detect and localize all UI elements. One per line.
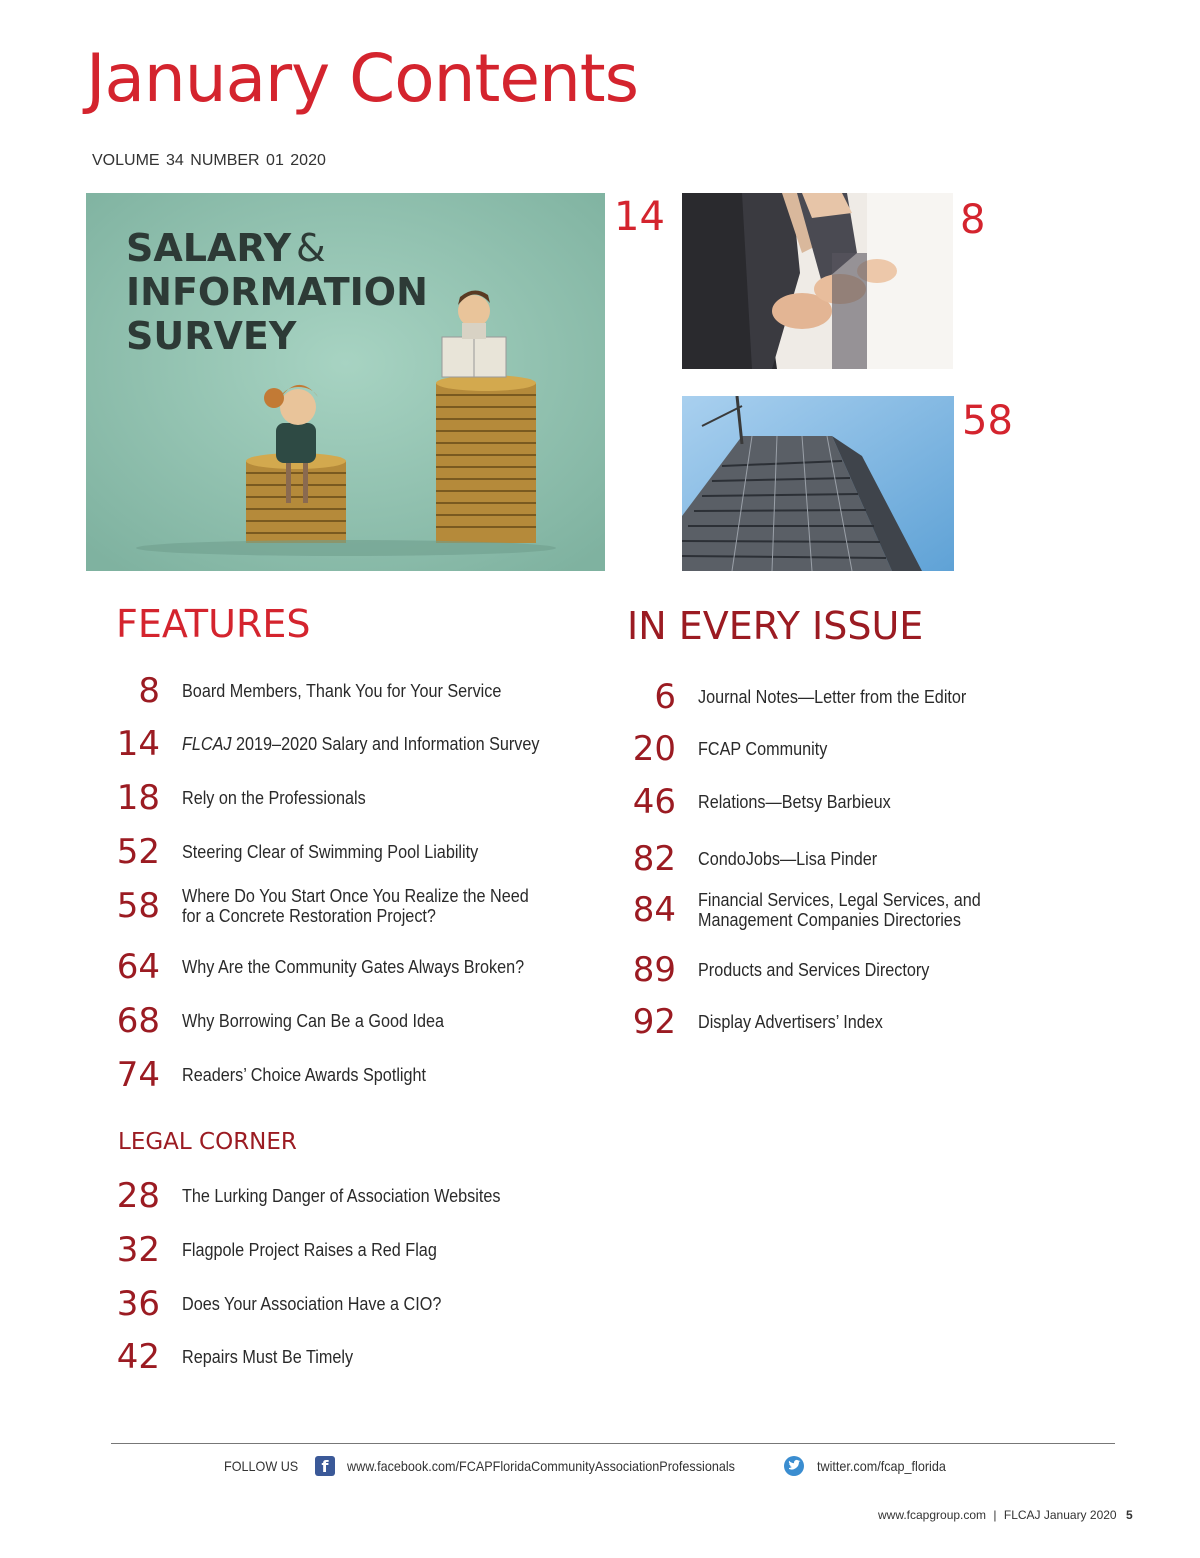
toc-title: Board Members, Thank You for Your Service <box>182 681 502 701</box>
toc-entry[interactable] <box>610 890 1012 930</box>
toc-title: The Lurking Danger of Association Websites <box>182 1186 501 1206</box>
folio-page-number: 5 <box>1125 1508 1133 1522</box>
high-rise-construction-photo <box>682 396 954 571</box>
toc-title: Journal Notes—Letter from the Editor <box>698 687 967 707</box>
clapping-page-callout: 8 <box>960 197 986 243</box>
toc-page-number: 6 <box>654 677 676 717</box>
toc-entry[interactable] <box>94 1337 372 1377</box>
toc-entry[interactable] <box>94 671 537 711</box>
toc-title: FCAP Community <box>698 739 828 759</box>
toc-page-number: 8 <box>138 671 160 711</box>
toc-page-number: 18 <box>116 778 160 818</box>
toc-page-number: 36 <box>116 1284 160 1324</box>
toc-page-number: 58 <box>116 886 160 926</box>
toc-entry[interactable] <box>610 677 996 717</box>
toc-title: CondoJobs—Lisa Pinder <box>698 849 878 869</box>
twitter-link[interactable]: twitter.com/fcap_florida <box>817 1458 946 1474</box>
toc-title-line: Where Do You Start Once You Realize the Need <box>182 886 529 906</box>
volume-line: VOLUME 34 NUMBER 01 2020 <box>92 152 326 169</box>
toc-entry[interactable] <box>94 1230 465 1270</box>
toc-entry[interactable] <box>94 1176 536 1216</box>
toc-entry[interactable] <box>94 1001 473 1041</box>
toc-entry[interactable] <box>610 950 955 990</box>
clapping-hands-photo <box>682 193 953 369</box>
toc-page-number: 89 <box>632 950 676 990</box>
toc-title-rest: 2019–2020 Salary and Information Survey <box>231 734 540 754</box>
twitter-icon[interactable] <box>784 1456 804 1476</box>
folio-website: www.fcapgroup.com <box>878 1508 987 1522</box>
toc-page-number: 74 <box>116 1055 160 1095</box>
toc-page-number: 82 <box>632 839 676 879</box>
toc-entry[interactable] <box>610 729 842 769</box>
toc-title: Display Advertisers’ Index <box>698 1012 883 1032</box>
ampersand: & <box>296 226 326 270</box>
legal-corner-heading: LEGAL CORNER <box>118 1129 297 1155</box>
toc-title: Relations—Betsy Barbieux <box>698 792 891 812</box>
toc-title <box>182 734 540 754</box>
toc-page-number: 14 <box>116 724 160 764</box>
toc-entry[interactable] <box>610 782 912 822</box>
toc-entry[interactable] <box>610 1002 903 1042</box>
toc-title: Flagpole Project Raises a Red Flag <box>182 1240 437 1260</box>
toc-page-number: 64 <box>116 947 160 987</box>
toc-title: Why Borrowing Can Be a Good Idea <box>182 1011 445 1031</box>
folio-separator: | <box>993 1508 997 1522</box>
toc-entry[interactable] <box>94 1284 470 1324</box>
short-coin-stack <box>246 453 346 543</box>
publication-name: FLCAJ <box>182 734 232 754</box>
toc-title: Repairs Must Be Timely <box>182 1347 354 1367</box>
survey-word: SURVEY <box>126 314 297 358</box>
toc-title: Readers’ Choice Awards Spotlight <box>182 1065 427 1085</box>
toc-page-number: 32 <box>116 1230 160 1270</box>
toc-entry[interactable] <box>94 832 511 872</box>
toc-title <box>698 890 981 930</box>
toc-page-number: 20 <box>632 729 676 769</box>
salary-word: SALARY <box>126 226 292 270</box>
features-heading: FEATURES <box>116 602 311 646</box>
toc-entry[interactable] <box>94 947 562 987</box>
toc-entry[interactable] <box>94 886 567 926</box>
toc-entry[interactable] <box>94 778 386 818</box>
toc-title: Products and Services Directory <box>698 960 930 980</box>
folio-publication: FLCAJ January 2020 <box>1003 1508 1117 1522</box>
every-issue-heading: IN EVERY ISSUE <box>627 604 924 648</box>
toc-entry[interactable] <box>94 1055 453 1095</box>
toc-title: Why Are the Community Gates Always Broken? <box>182 957 525 977</box>
toc-title: Steering Clear of Swimming Pool Liability <box>182 842 479 862</box>
toc-title-line: Financial Services, Legal Services, and <box>698 890 981 910</box>
footer-divider <box>111 1443 1115 1444</box>
toc-entry[interactable] <box>610 839 897 879</box>
toc-page-number: 42 <box>116 1337 160 1377</box>
folio <box>878 1508 1133 1522</box>
toc-page-number: 52 <box>116 832 160 872</box>
salary-page-callout: 14 <box>614 194 665 240</box>
toc-page-number: 28 <box>116 1176 160 1216</box>
toc-page-number: 92 <box>632 1002 676 1042</box>
toc-page-number: 84 <box>632 890 676 930</box>
page-title: January Contents <box>86 40 639 117</box>
follow-us-label: FOLLOW US <box>224 1458 299 1474</box>
toc-title-line: Management Companies Directories <box>698 910 961 930</box>
toc-entry[interactable] <box>94 724 579 764</box>
toc-page-number: 68 <box>116 1001 160 1041</box>
toc-title: Does Your Association Have a CIO? <box>182 1294 442 1314</box>
building-page-callout: 58 <box>962 398 1013 444</box>
facebook-icon[interactable]: f <box>315 1456 335 1476</box>
information-word: INFORMATION <box>126 270 428 314</box>
toc-title: Rely on the Professionals <box>182 788 366 808</box>
salary-survey-image <box>86 193 605 571</box>
toc-title <box>182 886 529 926</box>
tall-coin-stack <box>436 375 536 543</box>
facebook-link[interactable]: www.facebook.com/FCAPFloridaCommunityAssociationProfessionals <box>347 1458 735 1474</box>
toc-page-number: 46 <box>632 782 676 822</box>
toc-title-line: for a Concrete Restoration Project? <box>182 906 436 926</box>
